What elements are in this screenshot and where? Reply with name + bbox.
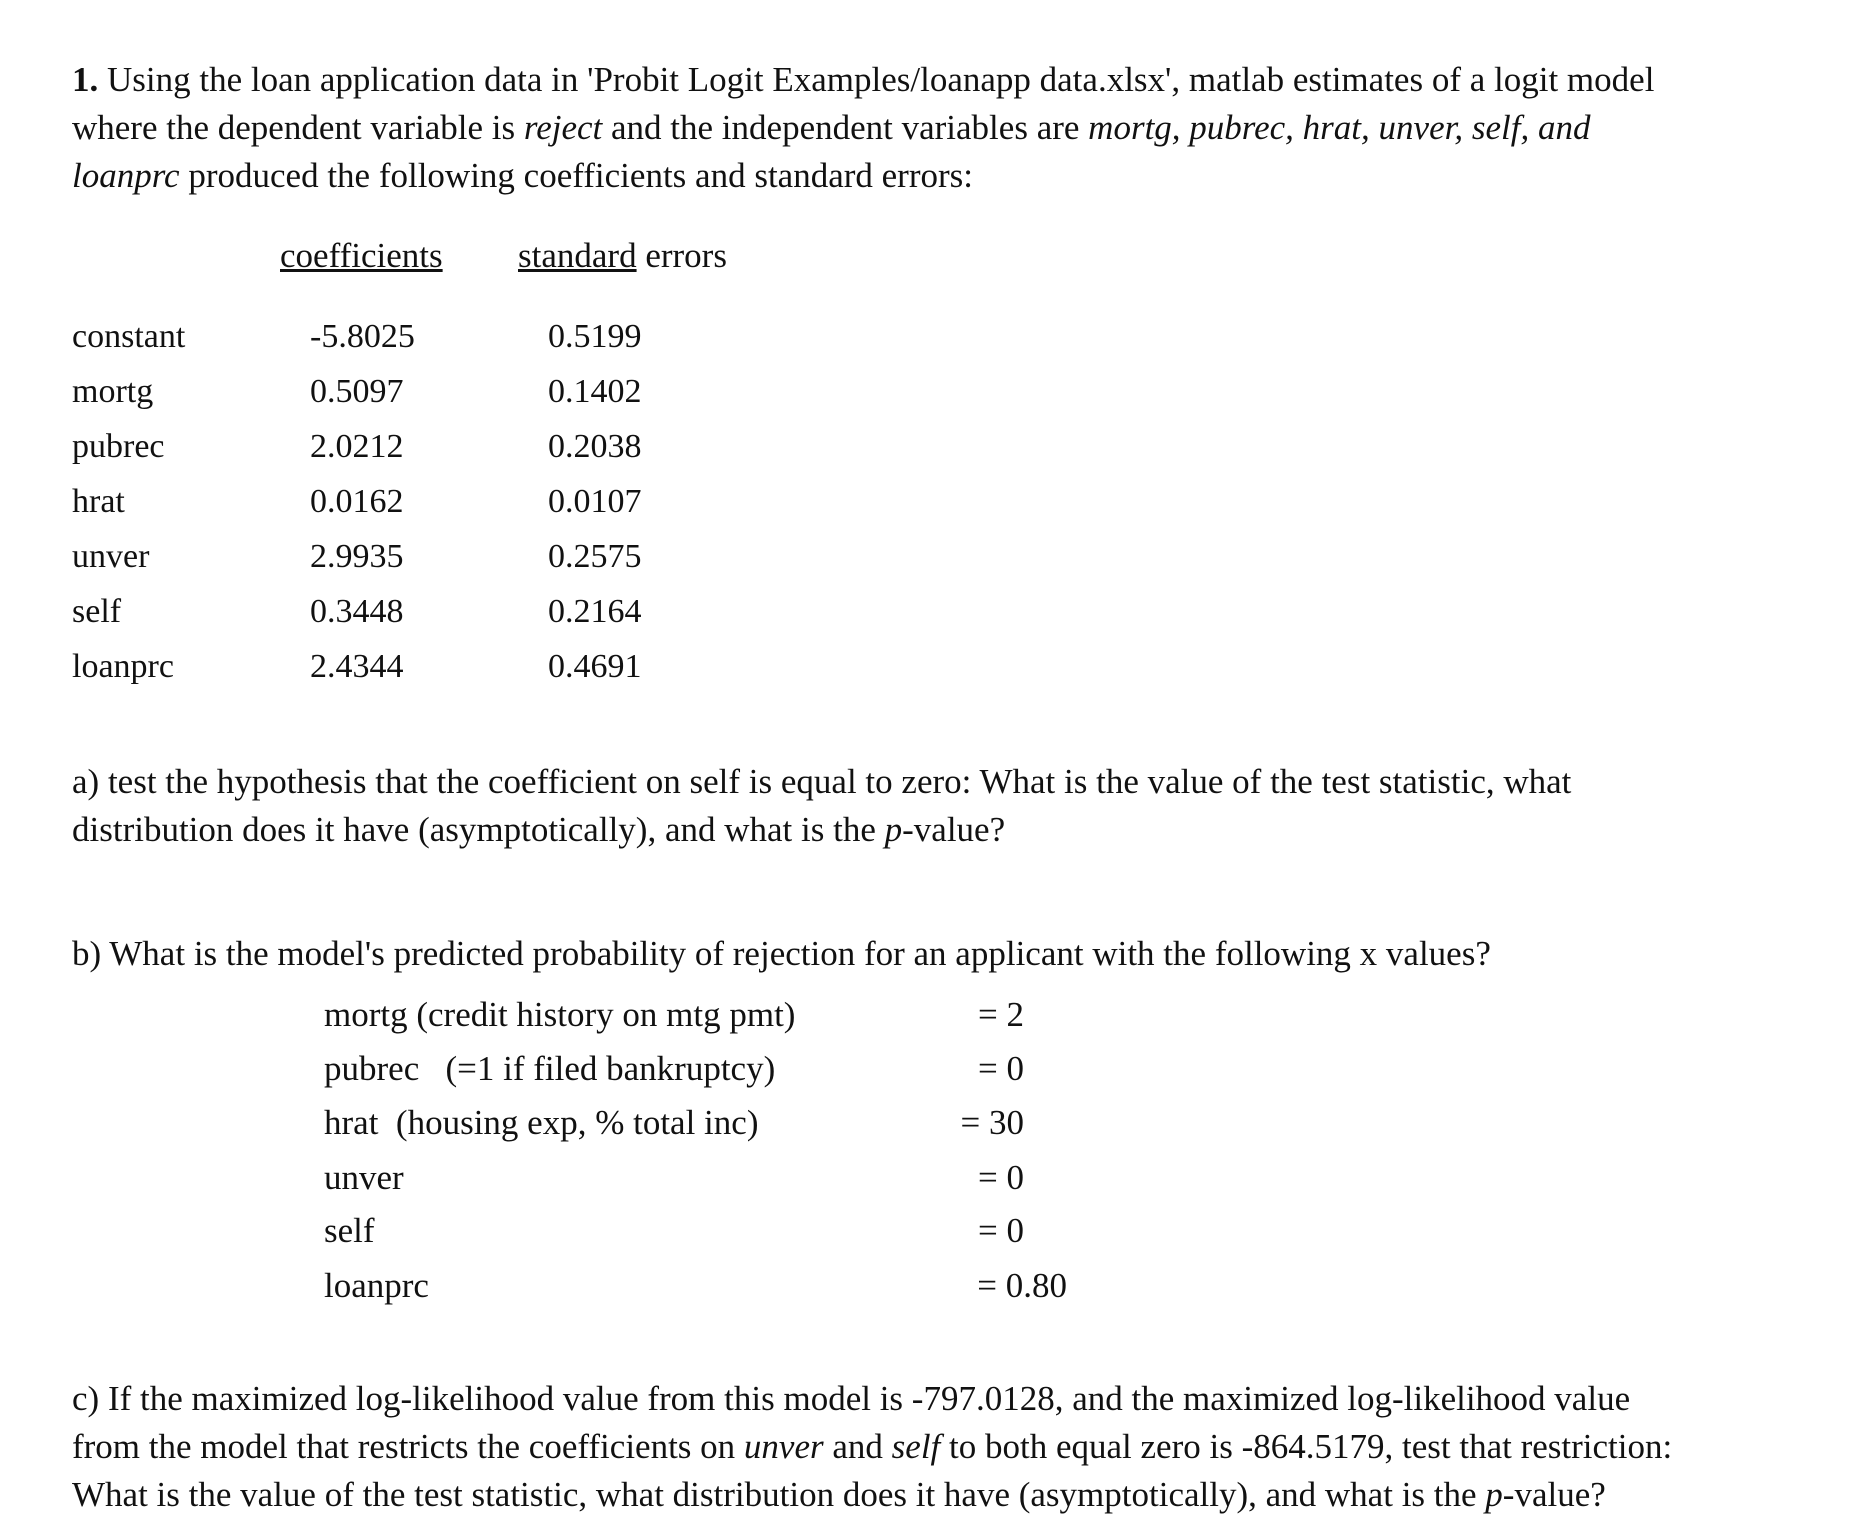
row-label-loanprc: loanprc	[72, 648, 174, 685]
xval-value-loanprc: = 0.80	[977, 1266, 1067, 1305]
part-c-line-3	[72, 1471, 1672, 1519]
part-c	[72, 1375, 1672, 1519]
part-b-line-1: b) What is the model's predicted probability of rejection for an applicant with the following x values?	[72, 934, 1491, 973]
part-c-text-2c: to both equal zero is -864.5179, test that restriction:	[940, 1427, 1673, 1466]
row-label-constant: constant	[72, 318, 186, 355]
part-c-text-2b: and	[823, 1427, 892, 1466]
part-a-text-2a: distribution does it have (asymptotically), and what is the	[72, 810, 885, 849]
xval-value-unver: = 0	[978, 1158, 1024, 1197]
intro-line-1	[72, 56, 1654, 104]
row-se-mortg: 0.1402	[548, 373, 642, 410]
row-coef-unver: 2.9935	[310, 538, 404, 575]
row-label-self: self	[72, 593, 122, 630]
xval-value-mortg: = 2	[978, 995, 1024, 1034]
part-c-text-3a: What is the value of the test statistic, what distribution does it have (asymptotically), and what is the	[72, 1475, 1486, 1514]
part-c-text-2a: from the model that restricts the coefficients on	[72, 1427, 744, 1466]
row-coef-mortg: 0.5097	[310, 373, 404, 410]
question-number: 1.	[72, 60, 99, 99]
question-intro	[72, 56, 1654, 200]
xval-label-hrat: hrat (housing exp, % total inc)	[324, 1103, 759, 1142]
standard-errors-header	[518, 236, 727, 276]
row-se-self: 0.2164	[548, 593, 642, 630]
row-label-unver: unver	[72, 538, 150, 575]
part-c-self-italic: self	[891, 1427, 941, 1466]
part-a-line-2	[72, 806, 1571, 854]
part-c-line-2	[72, 1423, 1672, 1471]
row-coef-loanprc: 2.4344	[310, 648, 404, 685]
row-coef-constant: -5.8025	[310, 318, 415, 355]
standard-errors-header-rest: errors	[636, 236, 727, 275]
xval-value-self: = 0	[978, 1211, 1024, 1250]
intro-text-2b: and the independent variables are	[602, 108, 1089, 147]
row-se-unver: 0.2575	[548, 538, 642, 575]
part-c-p-italic: p	[1485, 1475, 1503, 1514]
row-se-hrat: 0.0107	[548, 483, 642, 520]
intro-line-2	[72, 104, 1654, 152]
intro-text-2a: where the dependent variable is	[72, 108, 524, 147]
part-a-p-italic: p	[884, 810, 903, 849]
loanprc-variable: loanprc	[72, 156, 180, 195]
part-c-unver-italic: unver	[743, 1427, 824, 1466]
xval-label-loanprc: loanprc	[324, 1266, 429, 1305]
xval-label-self: self	[324, 1211, 375, 1250]
xval-label-mortg: mortg (credit history on mtg pmt)	[324, 995, 796, 1034]
independent-variables: mortg, pubrec, hrat, unver, self, and	[1088, 108, 1591, 147]
part-c-text-3b: -value?	[1502, 1475, 1606, 1514]
part-a	[72, 758, 1571, 854]
part-c-line-1: c) If the maximized log-likelihood value from this model is -797.0128, and the maximized log-likelihood value	[72, 1379, 1631, 1418]
intro-line-3	[72, 152, 1654, 200]
row-se-pubrec: 0.2038	[548, 428, 642, 465]
row-label-pubrec: pubrec	[72, 428, 165, 465]
part-a-text-2b: -value?	[902, 810, 1006, 849]
row-coef-hrat: 0.0162	[310, 483, 404, 520]
row-se-constant: 0.5199	[548, 318, 642, 355]
dependent-variable: reject	[523, 108, 603, 147]
intro-text-1: Using the loan application data in 'Probit Logit Examples/loanapp data.xlsx', matlab estimates of a logit model	[107, 60, 1655, 99]
xval-value-pubrec: = 0	[978, 1049, 1024, 1088]
xval-value-hrat: = 30	[960, 1103, 1024, 1142]
xval-label-unver: unver	[324, 1158, 404, 1197]
row-label-hrat: hrat	[72, 483, 125, 520]
xval-label-pubrec: pubrec (=1 if filed bankruptcy)	[324, 1049, 776, 1088]
coefficients-header: coefficients	[280, 236, 443, 275]
standard-errors-header-underlined: standard	[518, 236, 637, 275]
part-b	[72, 930, 1491, 978]
part-a-line-1: a) test the hypothesis that the coefficient on self is equal to zero: What is the value of the test statistic, what	[72, 762, 1572, 801]
row-coef-self: 0.3448	[310, 593, 404, 630]
row-coef-pubrec: 2.0212	[310, 428, 404, 465]
intro-text-3: produced the following coefficients and standard errors:	[179, 156, 973, 195]
row-label-mortg: mortg	[72, 373, 154, 410]
row-se-loanprc: 0.4691	[548, 648, 642, 685]
